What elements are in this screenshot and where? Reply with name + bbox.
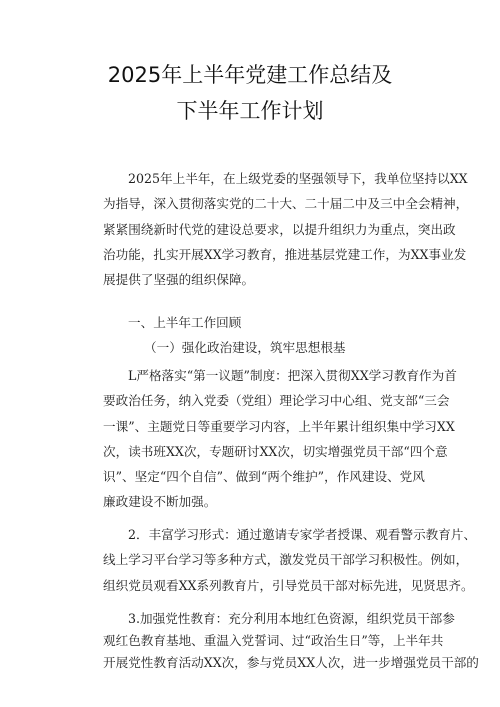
- item-3-paragraph: [103, 608, 479, 674]
- item-1-paragraph: [103, 363, 457, 515]
- intro-line: 治功能，扎实开展XX学习教育，推进基层党建工作，为XX事业发: [103, 246, 467, 262]
- intro-line: 2025年上半年，在上级党委的坚强领导下，我单位坚持以XX: [128, 171, 468, 186]
- document-title-line-1: 2025年上半年党建工作总结及: [107, 63, 393, 87]
- subsection-heading: （一）强化政治建设，筑牢思想根基: [144, 340, 346, 355]
- item-1-line: 一课”、主题党日等重要学习内容，上半年累计组织集中学习XX: [103, 418, 455, 434]
- item-2-paragraph: [103, 522, 477, 598]
- item-1-line: L严格落实“第一议题”制度：把深入贯彻XX学习教育作为首: [128, 368, 457, 383]
- intro-line: 展提供了坚强的组织保障。: [103, 272, 255, 288]
- section-heading: 一、上半年工作回顾: [128, 315, 242, 330]
- item-1-line: 次，读书班XX次，专题研讨XX次，切实增强党员干部“四个意: [103, 443, 448, 459]
- intro-paragraph: [103, 166, 469, 292]
- item-1-line: 要政治任务，纳入党委（党组）理论学习中心组、党支部“三会: [103, 393, 450, 409]
- intro-line: 紧紧围绕新时代党的建设总要求，以提升组织力为重点，突出政: [103, 221, 456, 237]
- document-title-line-2: 下半年工作计划: [176, 99, 324, 123]
- item-2-line: 线上学习平台学习等多种方式，激发党员干部学习积极性。例如，: [103, 552, 469, 568]
- item-3-line: 观红色教育基地、重温入党誓词、过“政治生日”等，上半年共: [103, 633, 444, 648]
- item-2-line: 组织党员观看XX系列教育片，引导党员干部对标先进，见贤思齐。: [103, 577, 474, 593]
- item-1-line: 识”、坚定“四个自信”、做到“两个维护”，作风建设、党风: [103, 469, 425, 485]
- item-3-line: 3.加强党性教育：充分利用本地红色资源，组织党员干部参: [128, 611, 455, 626]
- item-1-line: 廉政建设不断加强。: [103, 494, 217, 510]
- item-3-line: 开展党性教育活动XX次，参与党员XX人次，进一步增强党员干部的: [103, 655, 479, 670]
- item-2-line: 2．丰富学习形式：通过邀请专家学者授课、观看警示教育片、: [128, 527, 477, 542]
- intro-line: 为指导，深入贯彻落实党的二十大、二十届二中及三中全会精神，: [103, 196, 469, 212]
